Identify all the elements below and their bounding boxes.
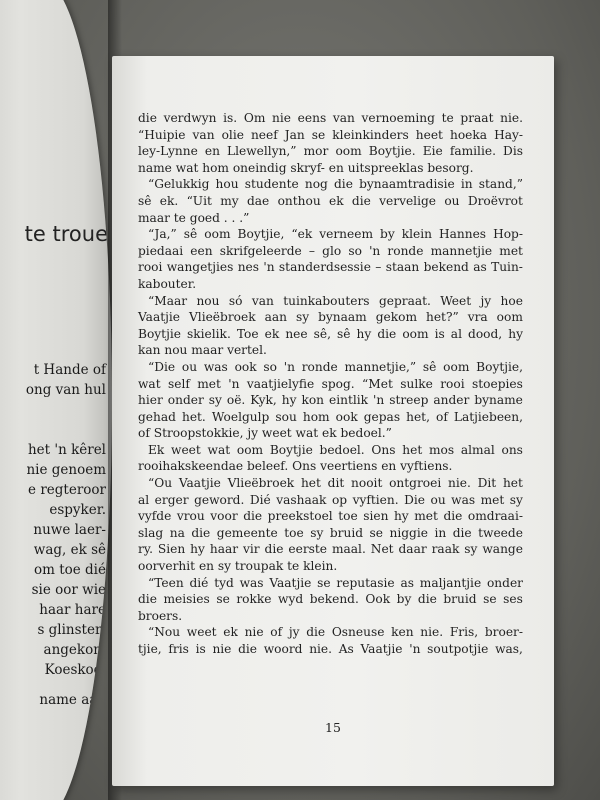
text-line: “Ja,” sê oom Boytjie, “ek verneem by klein Hannes Hop-	[148, 227, 523, 242]
left-page	[0, 0, 112, 800]
left-page-line: sie oor wie	[31, 582, 106, 598]
left-page-line: om toe dié	[33, 562, 106, 578]
text-line: Vaatjie Vlieëbroek aan sy bynaam gekom het?” vra oom	[138, 310, 523, 325]
left-page-line: e regteroor	[28, 482, 106, 498]
left-page-line: espyker.	[49, 502, 106, 518]
text-line: sê ek. “Uit my dae onthou ek die vervelige ou Droëvrot	[138, 193, 523, 208]
text-line: die meisies se rokke wyd bekend. Ook by die bruid se ses	[138, 592, 523, 607]
text-line: “Maar nou só van tuinkabouters gepraat. Weet jy hoe	[148, 293, 523, 308]
text-line: name wat hom oneindig skryf- en uitspreeklas besorg.	[138, 160, 474, 175]
text-line: “Ou Vaatjie Vlieëbroek het dit nooit ontgroei nie. Dit het	[148, 476, 523, 491]
left-page-line: s glinster-	[37, 622, 106, 638]
text-line: hier onder sy oë. Kyk, hy kon eintlik 'n streep ander byname	[138, 393, 523, 408]
page-number: 15	[325, 720, 341, 735]
text-line: kabouter.	[138, 276, 197, 291]
left-page-title-fragment: te troue	[24, 222, 108, 246]
left-page-line: name aan	[39, 692, 106, 708]
text-line: oorverhit en sy troupak te klein.	[138, 559, 338, 574]
text-line: “Gelukkig hou studente nog die bynaamtradisie in stand,”	[148, 177, 523, 192]
left-page-line: t Hande of	[33, 362, 106, 378]
left-page-line: wag, ek sê	[33, 542, 106, 558]
left-page-line: het 'n kêrel	[27, 442, 106, 458]
text-line: of Stroopstokkie, jy weet wat ek bedoel.”	[138, 426, 392, 441]
left-page-line: nie genoem	[26, 462, 106, 478]
left-page-line: nuwe laer-	[33, 522, 106, 538]
right-page	[112, 56, 554, 786]
left-page-line: ong van hul	[25, 382, 106, 398]
text-line: broers.	[138, 608, 183, 623]
text-line: rooihakskeendae beleef. Ons veertiens en vyftiens.	[138, 459, 453, 474]
text-line: vyfde vrou voor die preekstoel toe sien hy met die omdraai-	[138, 509, 523, 524]
left-page-line: Koeskoei	[44, 662, 106, 678]
text-line: “Die ou was ook so 'n ronde mannetjie,” sê oom Boytjie,	[148, 359, 523, 374]
text-line: “Huipie van olie neef Jan se kleinkinders heet hoeka Hay-	[138, 127, 523, 142]
text-line: piedaai een skrifgeleerde – glo so 'n ronde mannetjie met	[138, 243, 523, 258]
text-line: Ek weet wat oom Boytjie bedoel. Ons het mos almal ons	[148, 442, 523, 457]
page-body-text	[138, 110, 523, 658]
text-line: rooi wangetjies nes 'n standerdsessie – staan bekend as Tuin-	[138, 260, 523, 275]
text-line: ley-Lynne en Llewellyn,” mor oom Boytjie. Eie familie. Dis	[138, 144, 523, 159]
text-line: maar te goed . . .”	[138, 210, 250, 225]
left-page-line: haar hare	[39, 602, 106, 618]
text-line: slag na die gemeente toe sy bruid se niggie in die tweede	[138, 525, 523, 540]
text-line: “Nou weet ek nie of jy die Osneuse ken nie. Fris, broer-	[148, 625, 523, 640]
text-line: “Teen dié tyd was Vaatjie se reputasie as maljantjie onder	[148, 575, 523, 590]
text-line: al erger geword. Dié vashaak op vyftien. Die ou was met sy	[138, 492, 523, 507]
text-line: gehad het. Woelgulp sou hom ook gepas het, of Latjiebeen,	[138, 409, 523, 424]
text-line: Boytjie skielik. Toe ek nee sê, sê hy die oom is al dood, hy	[138, 326, 523, 341]
left-page-line: angekom	[43, 642, 106, 658]
text-line: kan nou maar vertel.	[138, 343, 267, 358]
text-line: tjie, fris is nie die woord nie. As Vaatjie 'n soutpotjie was,	[138, 642, 523, 656]
text-line: ry. Sien hy haar vir die eerste maal. Net daar raak sy wange	[138, 542, 523, 557]
text-line: die verdwyn is. Om nie eens van vernoeming te praat nie.	[138, 111, 523, 125]
text-line: wat self met 'n vaatjielyfie spog. “Met sulke rooi stoepies	[138, 376, 523, 391]
